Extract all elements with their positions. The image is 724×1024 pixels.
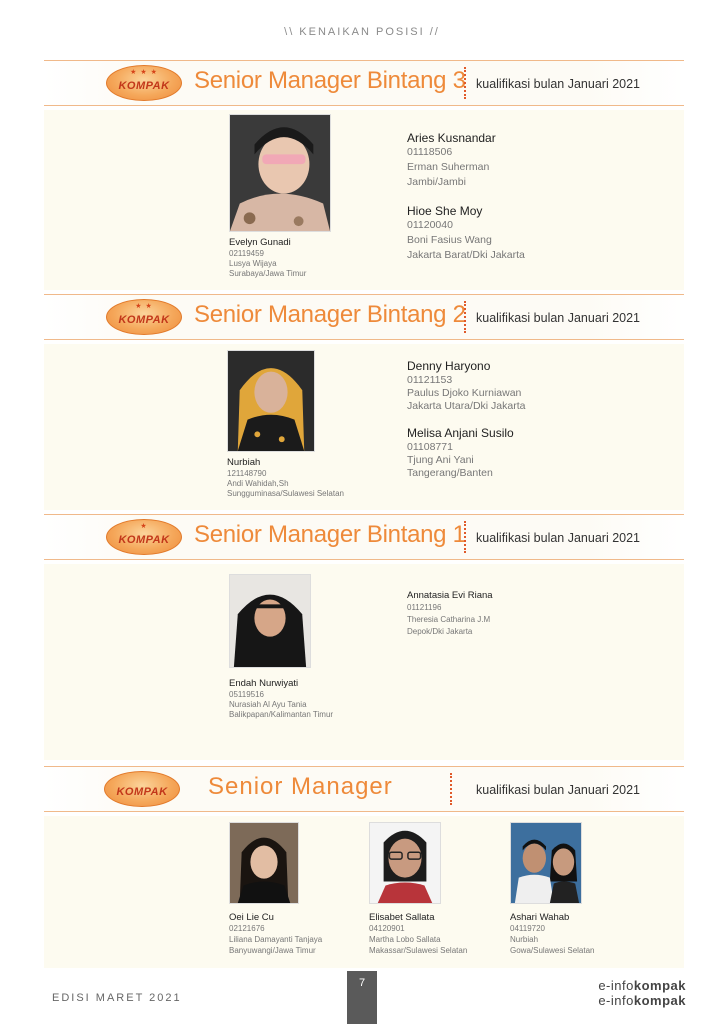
panel-bintang-3 bbox=[44, 110, 684, 290]
section-header: \\ KENAIKAN POSISI // bbox=[284, 26, 440, 38]
featured-location: Surabaya/Jawa Timur bbox=[229, 269, 307, 278]
person-id: 02121676 bbox=[229, 924, 265, 933]
member-location: Jambi/Jambi bbox=[407, 176, 466, 188]
photo-ashari-wahab bbox=[510, 822, 582, 904]
section-title: Senior Manager Bintang 3 bbox=[194, 67, 466, 94]
member-sponsor: Theresia Catharina J.M bbox=[407, 615, 491, 624]
featured-location: Sungguminasa/Sulawesi Selatan bbox=[227, 489, 344, 498]
brand-prefix: e-info bbox=[598, 993, 634, 1008]
qualification-label: kualifikasi bulan Januari 2021 bbox=[476, 311, 640, 325]
star-icons: ★ ★ ★ bbox=[130, 69, 158, 76]
logo-text: KOMPAK bbox=[118, 80, 170, 92]
brand-bold: kompak bbox=[633, 993, 686, 1008]
kompak-logo bbox=[106, 65, 182, 101]
dotted-divider bbox=[464, 67, 466, 99]
featured-sponsor: Andi Wahidah,Sh bbox=[227, 479, 289, 488]
brand-bold: kompak bbox=[633, 978, 686, 993]
member-name: Annatasia Evi Riana bbox=[407, 590, 493, 601]
logo-text: KOMPAK bbox=[118, 314, 170, 326]
kompak-logo bbox=[106, 519, 182, 555]
dotted-divider bbox=[464, 521, 466, 553]
featured-sponsor: Lusya Wijaya bbox=[229, 259, 277, 268]
band-bintang-2 bbox=[44, 294, 684, 340]
featured-name: Nurbiah bbox=[227, 457, 261, 468]
featured-name: Evelyn Gunadi bbox=[229, 237, 291, 248]
person-sponsor: Liliana Damayanti Tanjaya bbox=[229, 935, 323, 944]
person-id: 04120901 bbox=[369, 924, 405, 933]
footer-brand bbox=[598, 978, 686, 993]
member-location: Tangerang/Banten bbox=[407, 467, 493, 479]
member-name: Denny Haryono bbox=[407, 359, 491, 373]
member-name: Hioe She Moy bbox=[407, 204, 483, 218]
band-bintang-3 bbox=[44, 60, 684, 106]
footer-brand bbox=[598, 993, 686, 1008]
member-name: Melisa Anjani Susilo bbox=[407, 426, 514, 440]
member-sponsor: Tjung Ani Yani bbox=[407, 454, 474, 466]
member-id: 01108771 bbox=[407, 441, 453, 453]
person-name: Ashari Wahab bbox=[510, 912, 570, 923]
photo-endah-nurwiyati bbox=[229, 574, 311, 668]
member-sponsor: Paulus Djoko Kurniawan bbox=[407, 387, 522, 399]
member-id: 01121196 bbox=[407, 603, 442, 612]
member-sponsor: Boni Fasius Wang bbox=[407, 234, 492, 246]
person-sponsor: Nurbiah bbox=[510, 935, 539, 944]
member-location: Jakarta Utara/Dki Jakarta bbox=[407, 400, 526, 412]
photo-nurbiah bbox=[227, 350, 315, 452]
member-name: Aries Kusnandar bbox=[407, 131, 496, 145]
section-title: Senior Manager Bintang 2 bbox=[194, 301, 466, 328]
kompak-logo bbox=[104, 771, 180, 807]
person-sponsor: Martha Lobo Sallata bbox=[369, 935, 441, 944]
band-bintang-1 bbox=[44, 514, 684, 560]
person-name: Oei Lie Cu bbox=[229, 912, 274, 923]
section-title: Senior Manager bbox=[208, 773, 393, 800]
member-id: 01118506 bbox=[407, 146, 453, 158]
star-icons: ★ ★ bbox=[135, 303, 153, 310]
photo-elisabet-sallata bbox=[369, 822, 441, 904]
page-number: 7 bbox=[347, 971, 377, 1024]
panel-senior-manager bbox=[44, 816, 684, 968]
section-title: Senior Manager Bintang 1 bbox=[194, 521, 466, 548]
kompak-logo bbox=[106, 299, 182, 335]
dotted-divider bbox=[450, 773, 452, 805]
member-location: Jakarta Barat/Dki Jakarta bbox=[407, 249, 525, 261]
featured-location: Balikpapan/Kalimantan Timur bbox=[229, 710, 334, 719]
qualification-label: kualifikasi bulan Januari 2021 bbox=[476, 783, 640, 797]
dotted-divider bbox=[464, 301, 466, 333]
person-location: Makassar/Sulawesi Selatan bbox=[369, 946, 468, 955]
person-id: 04119720 bbox=[510, 924, 545, 933]
featured-id: 05119516 bbox=[229, 690, 264, 699]
qualification-label: kualifikasi bulan Januari 2021 bbox=[476, 531, 640, 545]
member-sponsor: Erman Suherman bbox=[407, 161, 490, 173]
person-location: Gowa/Sulawesi Selatan bbox=[510, 946, 595, 955]
photo-oei-lie-cu bbox=[229, 822, 299, 904]
member-id: 01120040 bbox=[407, 219, 453, 231]
person-name: Elisabet Sallata bbox=[369, 912, 435, 923]
panel-bintang-2 bbox=[44, 344, 684, 510]
logo-text: KOMPAK bbox=[116, 786, 168, 798]
member-location: Depok/Dki Jakarta bbox=[407, 627, 473, 636]
qualification-label: kualifikasi bulan Januari 2021 bbox=[476, 77, 640, 91]
person-location: Banyuwangi/Jawa Timur bbox=[229, 946, 316, 955]
band-senior-manager bbox=[44, 766, 684, 812]
photo-evelyn-gunadi bbox=[229, 114, 331, 232]
featured-id: 02119459 bbox=[229, 249, 264, 258]
brand-prefix: e-info bbox=[598, 978, 634, 993]
edition-label: EDISI MARET 2021 bbox=[52, 992, 182, 1004]
logo-text: KOMPAK bbox=[118, 534, 170, 546]
member-id: 01121153 bbox=[407, 374, 453, 386]
star-icons: ★ bbox=[140, 523, 148, 530]
featured-id: 121148790 bbox=[227, 469, 267, 478]
featured-sponsor: Nurasiah Al Ayu Tania bbox=[229, 700, 307, 709]
panel-bintang-1 bbox=[44, 564, 684, 760]
featured-name: Endah Nurwiyati bbox=[229, 678, 299, 689]
